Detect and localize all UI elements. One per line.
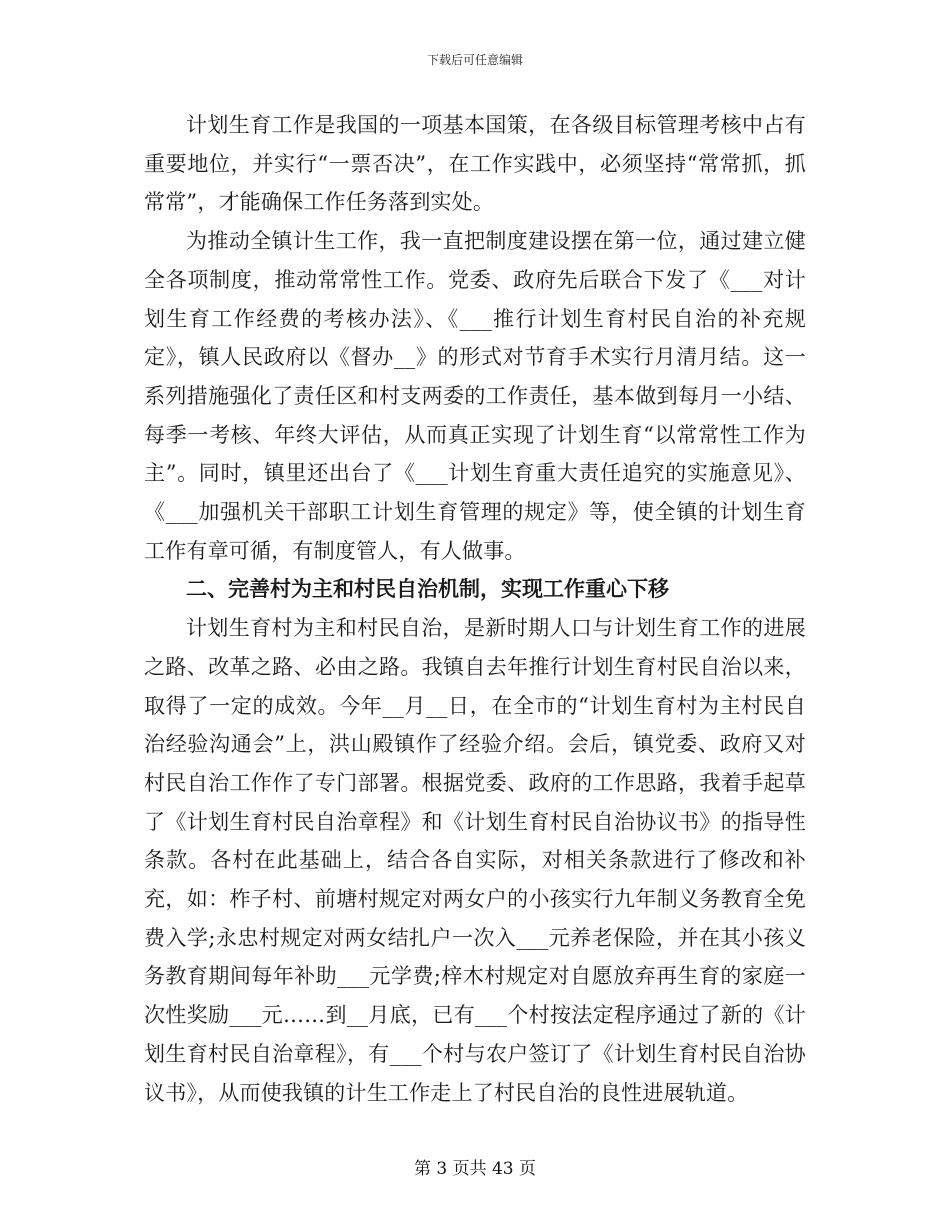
paragraph-2: 为推动全镇计生工作，我一直把制度建设摆在第一位，通过建立健全各项制度，推动常常性工作。党委、政府先后联合下发了《___对计划生育工作经费的考核办法》、《___推行计划生育村民自治的补充规定》，镇人民政府以《督办__》的形式对节育手术实行月清月结。这一系列措施强化了责任区和村支两委的工作责任，基本做到每月一小结、每季一考核、年终大评估，从而真正实现了计划生育“以常常性工作为主”。同时，镇里还出台了《___计划生育重大责任追究的实施意见》、《___加强机关干部职工计划生育管理的规定》等，使全镇的计划生育工作有章可循，有制度管人，有人做事。 (144, 229, 806, 563)
section-heading: 二、完善村为主和村民自治机制，实现工作重心下移 (186, 577, 669, 602)
page-header: 下载后可任意编辑 (426, 53, 523, 67)
paragraph-3: 计划生育村为主和村民自治，是新时期人口与计划生育工作的进展之路、改革之路、必由之路。我镇自去年推行计划生育村民自治以来，取得了一定的成效。今年__月__日，在全市的“计划生育村为主村民自治经验沟通会”上，洪山殿镇作了经验介绍。会后，镇党委、政府又对村民自治工作作了专门部署。根据党委、政府的工作思路，我着手起草了《计划生育村民自治章程》和《计划生育村民自治协议书》的指导性条款。各村在此基础上，结合各自实际，对相关条款进行了修改和补充，如：柞子村、前塘村规定对两女户的小孩实行九年制义务教育全免费入学;永忠村规定对两女结扎户一次入___元养老保险，并在其小孩义务教育期间每年补助___元学费;梓木村规定对自愿放弃再生育的家庭一次性奖励___元……到__月底，已有___个村按法定程序通过了新的《计划生育村民自治章程》，有___个村与农户签订了《计划生育村民自治协议书》，从而使我镇的计生工作走上了村民自治的良性进展轨道。 (144, 616, 806, 1105)
paragraph-1: 计划生育工作是我国的一项基本国策，在各级目标管理考核中占有重要地位，并实行“一票否决”，在工作实践中，必须坚持“常常抓，抓常常”，才能确保工作任务落到实处。 (144, 113, 806, 215)
page-number: 第 3 页共 43 页 (413, 1159, 537, 1179)
document-body (144, 106, 806, 1112)
